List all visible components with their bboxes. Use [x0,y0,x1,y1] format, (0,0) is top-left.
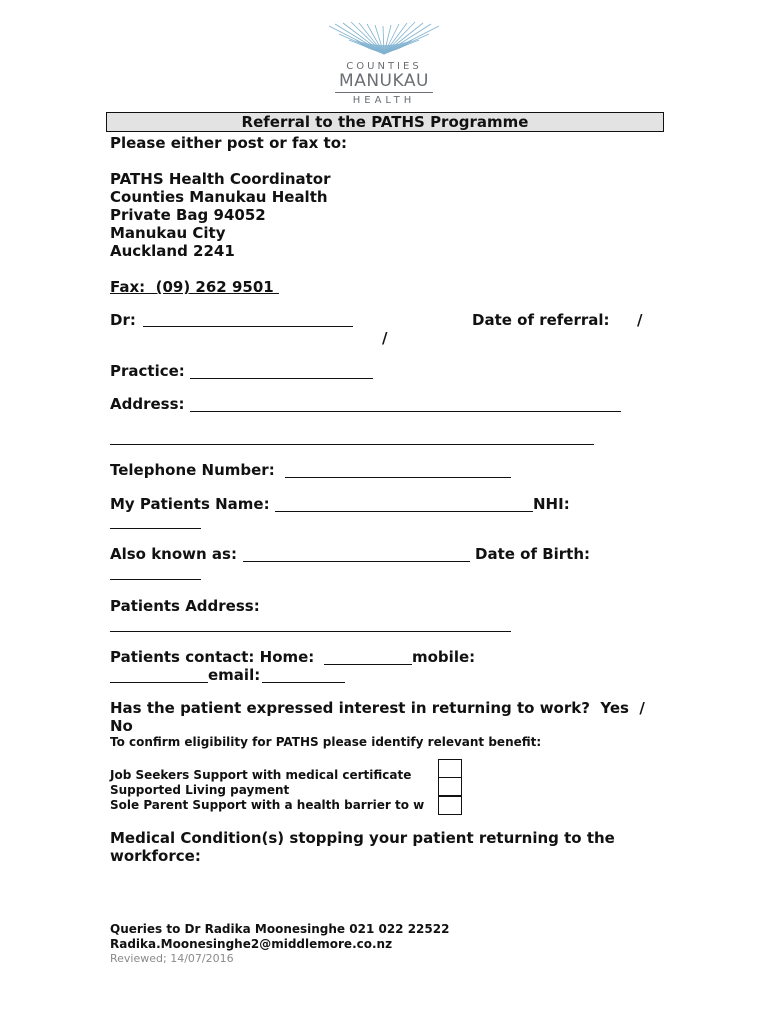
benefit-1-checkbox[interactable] [438,759,462,778]
instruction-text: Please either post or fax to: [110,134,348,152]
aka-field[interactable] [243,561,470,562]
email-label: email: [208,666,261,684]
address-field-line-2[interactable] [110,444,594,445]
logo-text-counties: COUNTIES [346,61,422,72]
aka-label: Also known as: [110,545,237,563]
medical-condition-label-line-1: Medical Condition(s) stopping your patient returning to the [110,829,615,847]
date-of-referral-label: Date of referral: [472,311,610,329]
home-phone-field[interactable] [324,664,412,665]
eligibility-prompt: To confirm eligibility for PATHS please identify relevant benefit: [110,735,542,749]
patient-name-label: My Patients Name: [110,495,270,513]
address-line-1: PATHS Health Coordinator [110,170,331,188]
logo-text-manukau: MANUKAU [339,71,429,91]
dr-field[interactable] [143,326,353,327]
nhi-label: NHI: [533,495,570,513]
benefit-3-checkbox[interactable] [438,796,462,815]
email-field[interactable] [262,682,345,683]
address-line-4: Manukau City [110,224,226,242]
logo-wing-icon [325,20,443,60]
telephone-label: Telephone Number: [110,461,275,479]
logo-text-health: HEALTH [352,95,416,106]
address-line-3: Private Bag 94052 [110,206,266,224]
address-line-5: Auckland 2241 [110,242,235,260]
queries-contact-line-2: Radika.Moonesinghe2@middlemore.co.nz [110,937,393,951]
telephone-field[interactable] [285,477,511,478]
benefit-2-label: Supported Living payment [110,783,290,797]
logo [325,20,443,110]
patient-address-label: Patients Address: [110,597,260,615]
medical-condition-label-line-2: workforce: [110,847,201,865]
reviewed-date: Reviewed; 14/07/2016 [110,952,234,965]
patient-name-field[interactable] [275,511,533,512]
benefit-2-checkbox[interactable] [438,777,462,796]
dr-label: Dr: [110,311,136,329]
logo-divider [335,92,433,93]
practice-field[interactable] [190,378,373,379]
queries-contact-line-1: Queries to Dr Radika Moonesinghe 021 022 22522 [110,922,450,936]
fax-number: Fax: (09) 262 9501 [110,278,279,296]
date-separator-2: / [382,329,388,347]
address-field-line-1[interactable] [190,411,621,412]
mobile-label: mobile: [412,648,476,666]
contact-home-label: Patients contact: Home: [110,648,315,666]
mobile-field[interactable] [110,682,208,683]
nhi-field[interactable] [110,528,201,529]
form-title: Referral to the PATHS Programme [106,112,664,132]
interest-question: Has the patient expressed interest in returning to work? Yes / [110,699,645,717]
benefit-3-label: Sole Parent Support with a health barrier to w [110,798,425,812]
patient-address-field[interactable] [110,631,511,632]
practice-label: Practice: [110,362,185,380]
address-label: Address: [110,395,185,413]
date-separator-1: / [637,311,643,329]
benefit-1-label: Job Seekers Support with medical certificate [110,768,412,782]
dob-label: Date of Birth: [475,545,591,563]
dob-field[interactable] [110,579,201,580]
interest-no: No [110,717,133,735]
address-line-2: Counties Manukau Health [110,188,328,206]
